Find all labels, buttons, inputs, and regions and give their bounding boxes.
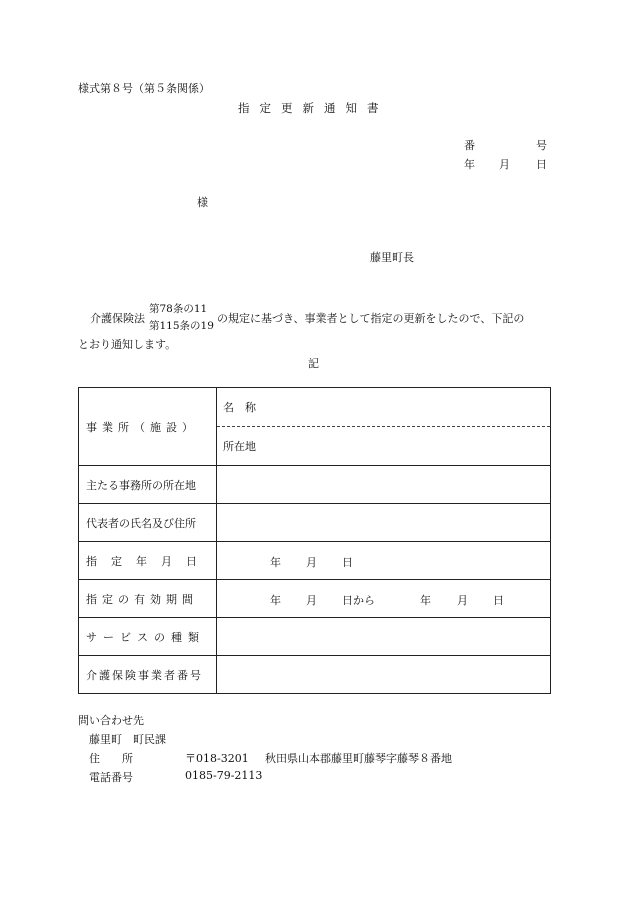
service-type-value [217,618,551,656]
reference-number-label: 番 [464,139,475,152]
contact-postal: 〒018-3201 [185,752,249,765]
office-name-row [217,388,550,426]
validity-label: 指定の有効期間 [86,592,198,606]
provider-number-label-cell [79,656,217,694]
contact-dept: 藤里町 町民課 [89,733,166,746]
date-month: 月 [499,158,510,171]
validity-end-year: 年 [420,594,431,607]
contact-address-label: 住 所 [89,752,133,765]
provider-number-label: 介護保険事業者番号 [86,668,203,682]
service-type-label-cell [79,618,217,656]
representative-label: 代表者の氏名及び住所 [86,516,196,530]
office-address-row [217,427,550,465]
designation-date-label-cell [79,542,217,580]
form-id: 様式第８号（第５条関係） [78,82,210,95]
body-law: 介護保険法 [90,312,145,325]
addressee-honorific: 様 [197,196,208,209]
designation-date-label: 指定年月日 [86,554,211,568]
date-year: 年 [464,158,475,171]
provider-number-value [217,656,551,694]
office-label-cell [79,388,217,466]
validity-start-year: 年 [270,594,281,607]
contact-address: 秋田県山本郡藤里町藤琴字藤琴８番地 [265,752,452,765]
representative-value [217,504,551,542]
contact-phone-label: 電話番号 [89,771,133,784]
date-day: 日 [536,158,547,171]
office-label: 事業所（施設） [86,420,198,434]
office-value-cell [217,388,551,466]
main-office-label-cell [79,466,217,504]
validity-start-month: 月 [306,594,317,607]
office-address-label: 所在地 [223,440,256,453]
validity-end-day: 日 [493,594,504,607]
main-office-value [217,466,551,504]
designation-day: 日 [342,556,353,569]
body-text-2: とおり通知します。 [78,338,177,351]
document-title: 指定更新通知書 [238,101,389,115]
body-article-2: 第115条の19 [149,320,214,332]
sender-name: 藤里町長 [370,251,414,264]
validity-end-month: 月 [457,594,468,607]
validity-label-cell [79,580,217,618]
designation-year: 年 [270,556,281,569]
designation-table [78,387,551,694]
office-name-label: 名 称 [223,401,256,414]
validity-start-day: 日から [342,594,375,607]
representative-label-cell [79,504,217,542]
main-office-label: 主たる事務所の所在地 [86,478,196,492]
designation-month: 月 [306,556,317,569]
body-text-1: の規定に基づき、事業者として指定の更新をしたので、下記の [217,312,525,325]
ki-label: 記 [308,357,319,370]
body-article-1: 第78条の11 [149,303,208,315]
contact-phone: 0185-79-2113 [185,769,263,782]
reference-number-suffix: 号 [536,139,547,152]
designation-date-value [217,542,551,580]
validity-value [217,580,551,618]
contact-heading: 問い合わせ先 [78,714,144,727]
service-type-label: サービスの種類 [86,630,205,644]
